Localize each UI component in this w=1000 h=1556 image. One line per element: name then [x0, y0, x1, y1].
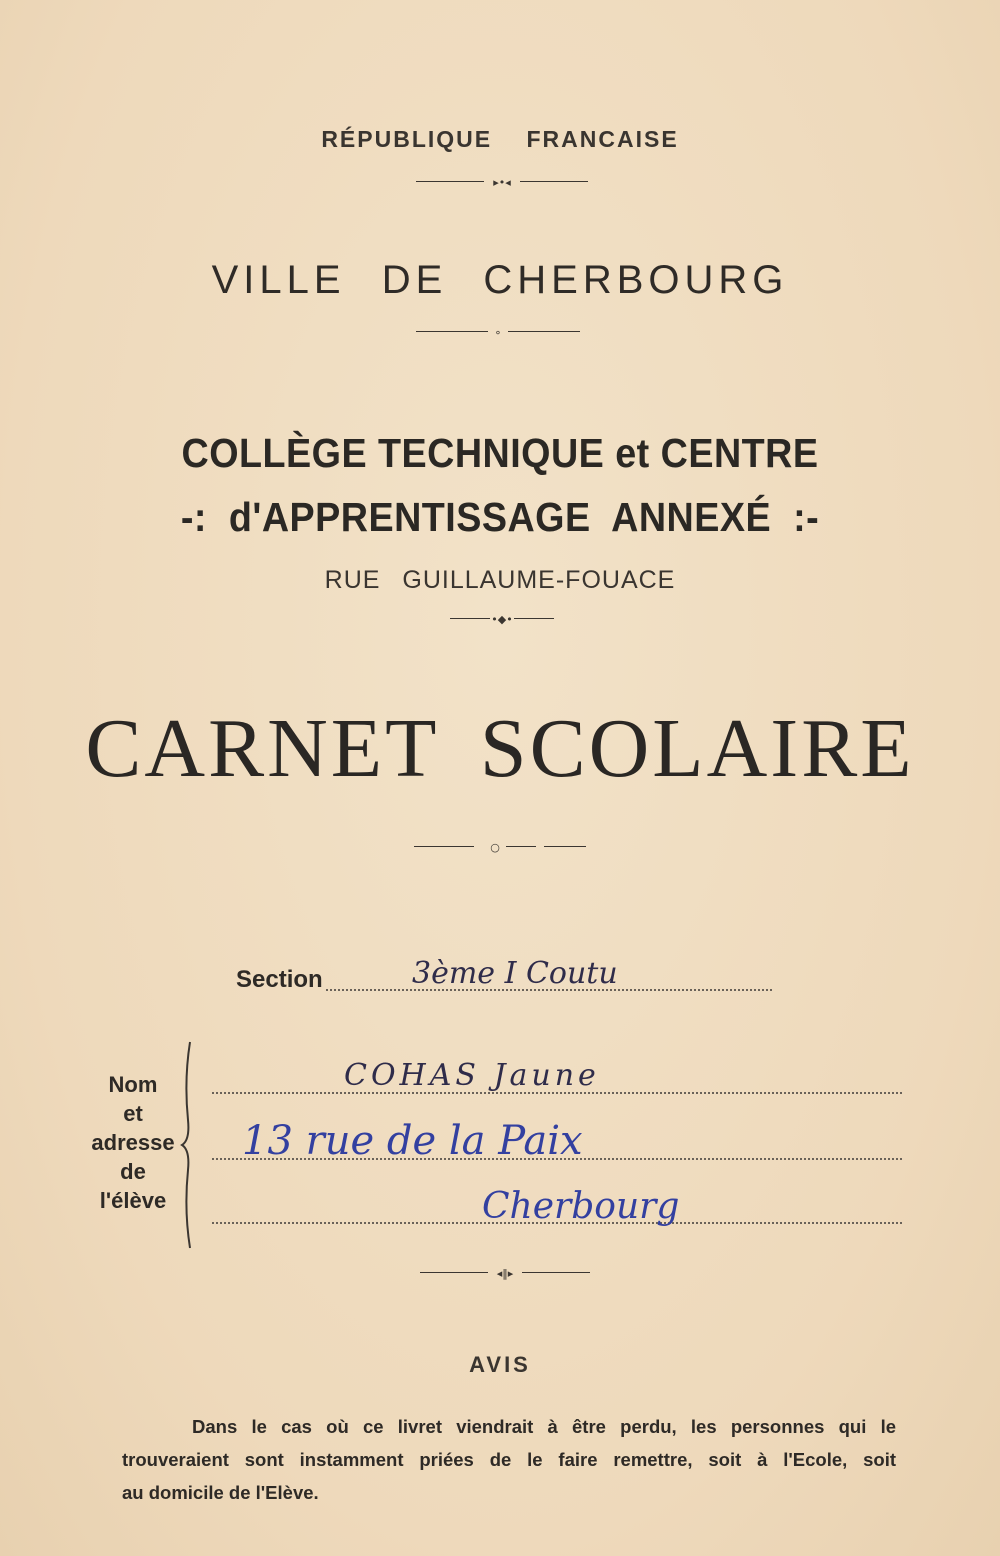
- notice-title: AVIS: [469, 1352, 531, 1377]
- ornament-divider-5: ◂‖▸: [420, 1268, 590, 1278]
- school-name-line2: -: d'APPRENTISSAGE ANNEXÉ :-: [180, 494, 820, 540]
- ornament-divider-1: ▸•◂: [416, 177, 588, 187]
- brace-bracket: [176, 1040, 202, 1250]
- notice-line: Dans le cas où ce livret viendrait à être perdu, les personnes qui le: [192, 1416, 896, 1437]
- section-value: 3ème I Coutu: [412, 956, 618, 991]
- ornament-divider-4: ○: [414, 842, 586, 852]
- city-heading: VILLE DE CHERBOURG: [211, 258, 789, 302]
- student-label: [80, 1070, 186, 1215]
- student-label-line: adresse: [91, 1130, 175, 1155]
- student-address-line2: Cherbourg: [482, 1186, 680, 1227]
- student-label-line: et: [123, 1101, 143, 1126]
- republic-heading: RÉPUBLIQUE FRANCAISE: [321, 126, 679, 152]
- notice-line: trouveraient sont instamment priées de le faire remettre, soit à l'Ecole, soit: [122, 1449, 896, 1470]
- school-name-line1: COLLÈGE TECHNIQUE et CENTRE: [181, 430, 819, 476]
- section-field: [236, 956, 776, 998]
- student-name: COHAS Jaune: [344, 1058, 600, 1093]
- document-title: CARNET SCOLAIRE: [85, 702, 915, 795]
- ornament-divider-3: •◆•: [450, 614, 554, 624]
- notice-text: [122, 1410, 896, 1509]
- student-label-line: l'élève: [99, 1188, 167, 1213]
- student-label-line: Nom: [108, 1072, 158, 1097]
- school-address: RUE GUILLAUME-FOUACE: [324, 566, 676, 594]
- notice-line: au domicile de l'Elève.: [122, 1482, 319, 1503]
- section-label: Section: [236, 966, 323, 993]
- ornament-divider-2: ∘: [416, 327, 580, 337]
- student-address-line1: 13 rue de la Paix: [242, 1118, 583, 1164]
- student-label-line: de: [120, 1159, 146, 1184]
